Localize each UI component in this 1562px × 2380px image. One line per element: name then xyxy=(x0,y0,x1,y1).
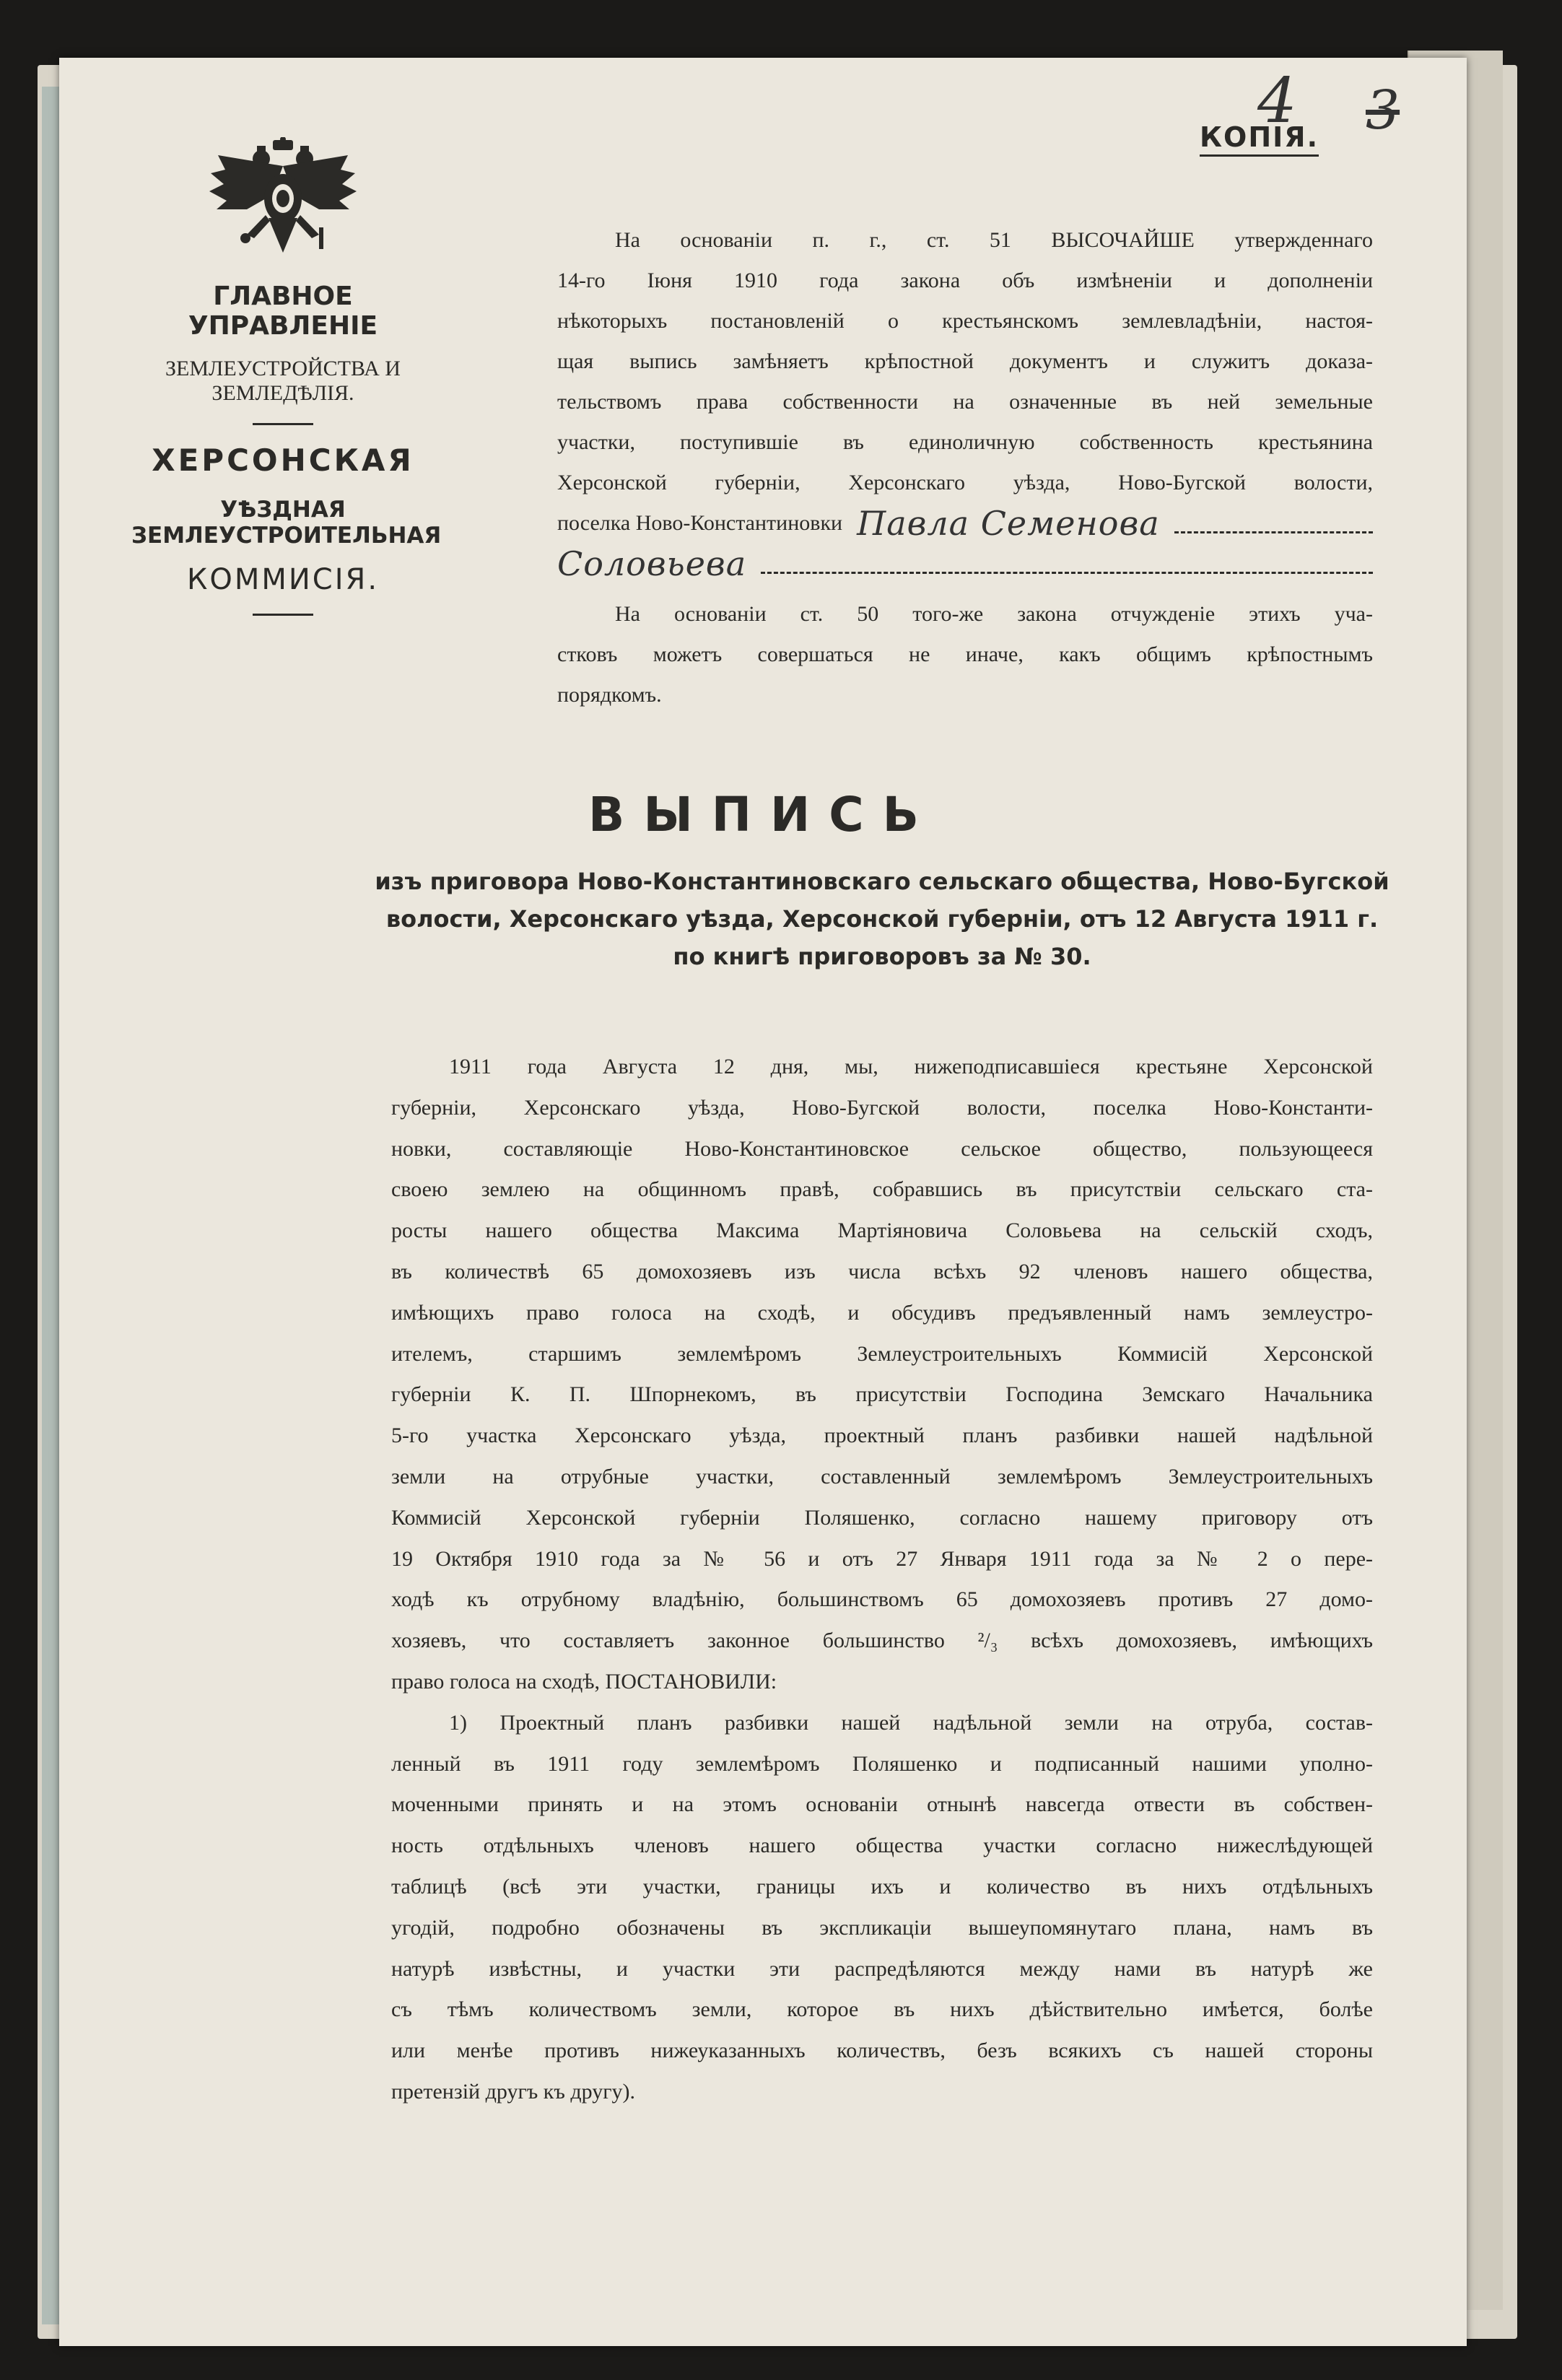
subtitle-line: изъ приговора Ново-Константиновскаго сельскаго общества, Ново-Бугской xyxy=(375,868,1389,895)
preamble-line: 14-го Іюня 1910 года закона объ измѣненіи и дополненіи xyxy=(557,269,1373,292)
preamble-line: участки, поступившіе въ единоличную собственность крестьянина xyxy=(557,430,1373,454)
document-title: ВЫПИСЬ xyxy=(588,787,938,842)
document-body xyxy=(391,1047,1373,2113)
preamble-line: стковъ можетъ совершаться не иначе, какъ общимъ крѣпостнымъ xyxy=(557,642,1373,666)
preamble-line: Херсонской губерніи, Херсонскаго уѣзда, Ново-Бугской волости, xyxy=(557,471,1373,494)
fill-line xyxy=(1174,531,1373,533)
body-line: съ тѣмъ количествомъ земли, которое въ нихъ дѣйствительно имѣется, болѣе xyxy=(391,1997,1373,2022)
preamble-line: тельствомъ права собственности на означенные въ ней земельные xyxy=(557,390,1373,414)
body-line: натурѣ извѣстны, и участки эти распредѣляются между нами въ натурѣ же xyxy=(391,1956,1373,1981)
body-line: росты нашего общества Максима Мартіяновича Соловьева на сельскій сходъ, xyxy=(391,1219,1373,1243)
body-line: угодій, подробно обозначены въ экспликаціи вышеупомянутаго плана, намъ въ xyxy=(391,1915,1373,1940)
body-line: или менѣе противъ нижеуказанныхъ количествъ, безъ всякихъ съ нашей стороны xyxy=(391,2039,1373,2063)
folio-number-crossed: 3 xyxy=(1366,79,1400,141)
body-line: губерніи К. П. Шпорнекомъ, въ присутствіи Господина Земскаго Начальника xyxy=(391,1382,1373,1407)
handwritten-surname: Соловьева xyxy=(557,544,747,583)
header-line-main-directorate: ГЛАВНОЕ УПРАВЛЕНІЕ xyxy=(188,282,378,341)
double-headed-eagle-icon xyxy=(204,137,362,260)
fill-line xyxy=(761,571,1373,574)
body-line: таблицѣ (всѣ эти участки, границы ихъ и количество въ нихъ отдѣльныхъ xyxy=(391,1874,1373,1899)
settlement-line xyxy=(557,503,1373,544)
copy-stamp: КОПІЯ. xyxy=(1200,121,1319,157)
document-subtitle xyxy=(370,863,1395,975)
preamble-line: нѣкоторыхъ постановленій о крестьянскомъ землевладѣніи, настоя- xyxy=(557,309,1373,333)
surname-line xyxy=(557,544,1373,584)
body-line: 1911 года Августа 12 дня, мы, нижеподписавшіеся крестьяне Херсонской xyxy=(449,1055,1373,1078)
body-line: моченными принять и на этомъ основаніи отнынѣ навсегда отвести въ собствен- xyxy=(391,1792,1373,1817)
body-line: хозяевъ, что составляетъ законное большинство ²/₃ всѣхъ домохозяевъ, имѣющихъ xyxy=(391,1629,1373,1653)
divider xyxy=(253,614,313,616)
body-line: земли на отрубные участки, составленный землемѣромъ Землеустроительныхъ xyxy=(391,1464,1373,1488)
preamble-line: На основаніи п. г., ст. 51 ВЫСОЧАЙШЕ утвержденнаго xyxy=(615,228,1373,252)
body-line: ность отдѣльныхъ членовъ нашего общества участки согласно нижеслѣдующей xyxy=(391,1834,1373,1858)
body-line: 5-го участка Херсонскаго уѣзда, проектный планъ разбивки нашей надѣльной xyxy=(391,1424,1373,1448)
header-line-kherson: ХЕРСОНСКАЯ xyxy=(152,443,414,478)
body-line: право голоса на сходѣ, ПОСТАНОВИЛИ: xyxy=(391,1669,777,1694)
body-line: въ количествѣ 65 домохозяевъ изъ числа всѣхъ 92 членовъ нашего общества, xyxy=(391,1259,1373,1283)
subtitle-line: по книгѣ приговоровъ за № 30. xyxy=(673,943,1091,970)
header-line-commission-type: УѢЗДНАЯ ЗЕМЛЕУСТРОИТЕЛЬНАЯ xyxy=(131,497,442,549)
preamble-line: щая выпись замѣняетъ крѣпостной документъ и служитъ доказа- xyxy=(557,349,1373,373)
preamble-line: На основаніи ст. 50 того-же закона отчужденіе этихъ уча- xyxy=(615,602,1373,626)
body-line: 19 Октября 1910 года за № 56 и отъ 27 Января 1911 года за № 2 о пере- xyxy=(391,1546,1373,1571)
divider xyxy=(253,423,313,425)
body-line: ходѣ къ отрубному владѣнію, большинствомъ 65 домохозяевъ противъ 27 домо- xyxy=(391,1587,1373,1612)
body-line: Коммисій Херсонской губерніи Поляшенко, согласно нашему приговору отъ xyxy=(391,1505,1373,1530)
preamble xyxy=(557,220,1373,715)
body-line: 1) Проектный планъ разбивки нашей надѣльной земли на отруба, состав- xyxy=(449,1710,1373,1735)
body-line: ителемъ, старшимъ землемѣромъ Землеустроительныхъ Коммисій Херсонской xyxy=(391,1341,1373,1366)
body-line: своею землею на общинномъ правѣ, собравшись въ присутствіи сельскаго ста- xyxy=(391,1177,1373,1202)
document-page xyxy=(59,58,1467,2346)
handwritten-name-first: Павла Семенова xyxy=(857,504,1160,543)
body-line: претензій другъ къ другу). xyxy=(391,2079,636,2104)
issuer-header xyxy=(131,137,442,633)
header-line-ministry: ЗЕМЛЕУСТРОЙСТВА И ЗЕМЛЕДѢЛІЯ. xyxy=(165,357,401,405)
body-line: губерніи, Херсонскаго уѣзда, Ново-Бугской волости, поселка Ново-Константи- xyxy=(391,1095,1373,1120)
preamble-line: порядкомъ. xyxy=(557,683,662,707)
folio-number: 4 xyxy=(1257,65,1297,137)
body-line: имѣющихъ право голоса на сходѣ, и обсудивъ предъявленный намъ землеустро- xyxy=(391,1300,1373,1325)
header-line-commission: КОММИСІЯ. xyxy=(186,563,380,596)
body-line: новки, составляющіе Ново-Константиновское сельское общество, пользующееся xyxy=(391,1136,1373,1161)
subtitle-line: волости, Херсонскаго уѣзда, Херсонской губерніи, отъ 12 Августа 1911 г. xyxy=(385,905,1379,933)
settlement-prefix: поселка Ново-Константиновки xyxy=(557,511,843,535)
body-line: ленный въ 1911 году землемѣромъ Поляшенко и подписанный нашими уполно- xyxy=(391,1751,1373,1776)
